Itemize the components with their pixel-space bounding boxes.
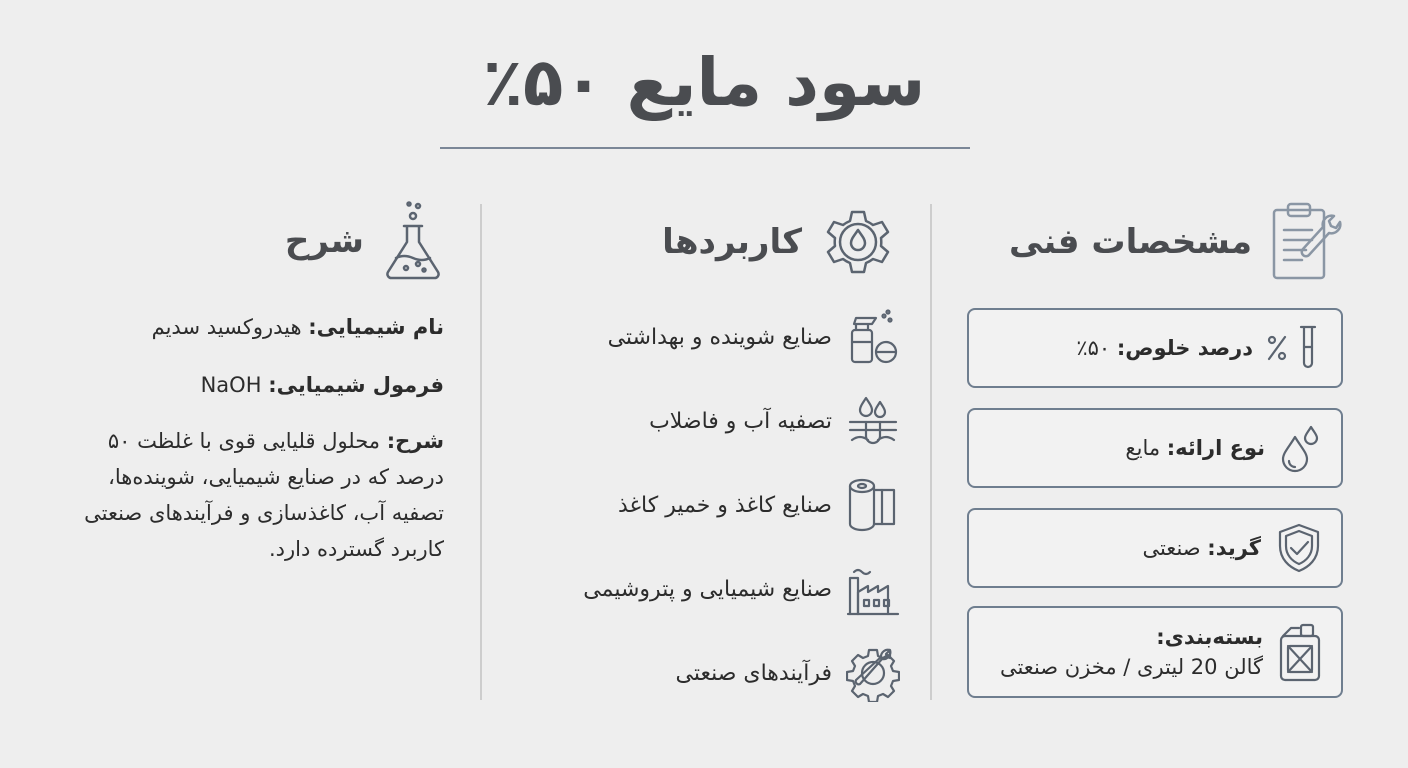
flask-icon bbox=[380, 198, 446, 284]
title-divider bbox=[440, 147, 970, 149]
spec-packaging-label: بسته‌بندی: bbox=[1156, 625, 1263, 649]
paper-roll-icon bbox=[846, 476, 900, 534]
jerrycan-icon bbox=[1277, 622, 1323, 682]
formula-label: فرمول شیمیایی: bbox=[268, 373, 444, 397]
description-line: تصفیه آب، کاغذسازی و فرآیندهای صنعتی bbox=[84, 501, 444, 525]
description-header bbox=[285, 198, 446, 284]
shield-check-icon bbox=[1275, 522, 1323, 574]
spec-packaging-value: گالن 20 لیتری / مخزن صنعتی bbox=[999, 655, 1263, 679]
description-heading: شرح bbox=[284, 221, 364, 261]
gear-droplet-icon bbox=[818, 202, 898, 282]
spec-purity bbox=[967, 308, 1343, 388]
spec-packaging-text bbox=[1000, 622, 1263, 682]
application-item bbox=[540, 392, 900, 450]
description-line bbox=[40, 423, 444, 459]
application-item bbox=[540, 644, 900, 702]
page-title: سود مایع ۵۰٪ bbox=[482, 44, 926, 121]
application-item bbox=[540, 476, 900, 534]
column-divider bbox=[930, 204, 932, 700]
chemical-name-label: نام شیمیایی: bbox=[308, 315, 444, 339]
description-label: شرح: bbox=[386, 429, 444, 453]
spec-grade-value: صنعتی bbox=[1142, 536, 1201, 560]
water-treatment-icon bbox=[846, 392, 900, 450]
spec-purity-value: ۵۰٪ bbox=[1076, 336, 1111, 360]
description-line: درصد که در صنایع شیمیایی، شوینده‌ها، bbox=[108, 465, 444, 489]
specs-header bbox=[1009, 200, 1348, 284]
application-label: فرآیندهای صنعتی bbox=[675, 660, 832, 686]
spec-grade-label: گرید: bbox=[1207, 536, 1261, 560]
formula-value: NaOH bbox=[200, 373, 262, 397]
spray-bottle-icon bbox=[846, 308, 900, 366]
chemical-name-value: هیدروکسید سدیم bbox=[151, 315, 302, 339]
clipboard-wrench-icon bbox=[1268, 200, 1348, 284]
application-item bbox=[540, 308, 900, 366]
description-text: محلول قلیایی قوی با غلظت ۵۰ bbox=[107, 429, 381, 453]
spec-purity-text bbox=[1076, 332, 1253, 364]
spec-form-label: نوع ارائه: bbox=[1166, 436, 1265, 460]
application-label: صنایع کاغذ و خمیر کاغذ bbox=[617, 492, 832, 518]
chemical-name-line bbox=[40, 309, 444, 345]
spec-form bbox=[967, 408, 1343, 488]
wrench-gear-icon bbox=[846, 644, 900, 702]
spec-purity-label: درصد خلوص: bbox=[1116, 336, 1253, 360]
application-item bbox=[540, 560, 900, 618]
spec-form-text bbox=[1125, 432, 1265, 464]
droplets-icon bbox=[1279, 423, 1323, 473]
spec-grade bbox=[967, 508, 1343, 588]
factory-icon bbox=[846, 560, 900, 618]
spec-grade-text bbox=[1142, 532, 1261, 564]
formula-line bbox=[40, 367, 444, 403]
application-label: تصفیه آب و فاضلاب bbox=[649, 408, 832, 434]
application-label: صنایع شوینده و بهداشتی bbox=[607, 324, 832, 350]
spec-form-value: مایع bbox=[1125, 436, 1161, 460]
applications-header bbox=[662, 202, 898, 282]
percent-test-tube-icon bbox=[1267, 323, 1323, 373]
application-label: صنایع شیمیایی و پتروشیمی bbox=[583, 576, 832, 602]
applications-heading: کاربردها bbox=[662, 222, 802, 262]
description-line: کاربرد گسترده دارد. bbox=[268, 537, 444, 561]
description-body bbox=[40, 309, 444, 567]
column-divider bbox=[480, 204, 482, 700]
specs-heading: مشخصات فنی bbox=[1009, 222, 1252, 262]
spec-packaging bbox=[967, 606, 1343, 698]
